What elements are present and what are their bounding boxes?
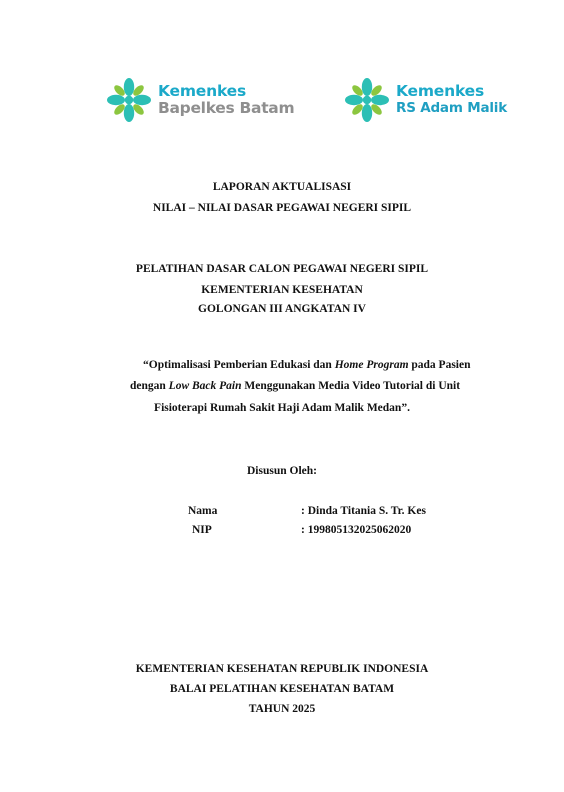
logo-rs-adam-malik: [344, 76, 507, 124]
training-ministry: KEMENTERIAN KESEHATAN: [201, 284, 363, 296]
logo-bapelkes-batam: [106, 76, 294, 124]
nip-value: : 199805132025062020: [301, 524, 412, 536]
name-label: Nama: [188, 505, 218, 517]
topic-text: Menggunakan Media Video Tutorial di Unit: [241, 380, 461, 392]
topic-italic: Home Program: [334, 359, 409, 371]
training-name: PELATIHAN DASAR CALON PEGAWAI NEGERI SIPIL: [135, 263, 429, 275]
logo-unit: Bapelkes Batam: [158, 99, 295, 117]
topic-italic: Low Back Pain: [168, 380, 242, 392]
logo-text: [158, 83, 294, 117]
logo-brand: Kemenkes: [396, 82, 484, 100]
institution-year: TAHUN 2025: [248, 703, 316, 715]
report-title: LAPORAN AKTUALISASI: [212, 181, 352, 193]
topic-text: pada Pasien: [408, 359, 471, 371]
topic-line-3: Fisioterapi Rumah Sakit Haji Adam Malik Medan”.: [154, 402, 410, 414]
topic-text: dengan: [130, 380, 169, 392]
institution-ministry: KEMENTERIAN KESEHATAN REPUBLIK INDONESIA: [135, 663, 429, 675]
institution-center: BALAI PELATIHAN KESEHATAN BATAM: [169, 683, 395, 695]
kemenkes-logo-icon: [106, 77, 152, 123]
logo-text: [396, 83, 507, 117]
logo-unit: RS Adam Malik: [396, 100, 507, 116]
report-subtitle: NILAI – NILAI DASAR PEGAWAI NEGERI SIPIL: [152, 202, 412, 214]
training-group: GOLONGAN III ANGKATAN IV: [198, 303, 366, 315]
kemenkes-logo-icon: [344, 77, 390, 123]
nip-label: NIP: [192, 524, 212, 536]
author-heading: Disusun Oleh:: [247, 465, 317, 477]
topic-text: “Optimalisasi Pemberian Edukasi dan: [143, 359, 335, 371]
topic-line-2: [130, 379, 460, 393]
logo-brand: Kemenkes: [158, 82, 246, 100]
topic-line-1: [143, 358, 471, 372]
name-value: : Dinda Titania S. Tr. Kes: [301, 505, 426, 517]
